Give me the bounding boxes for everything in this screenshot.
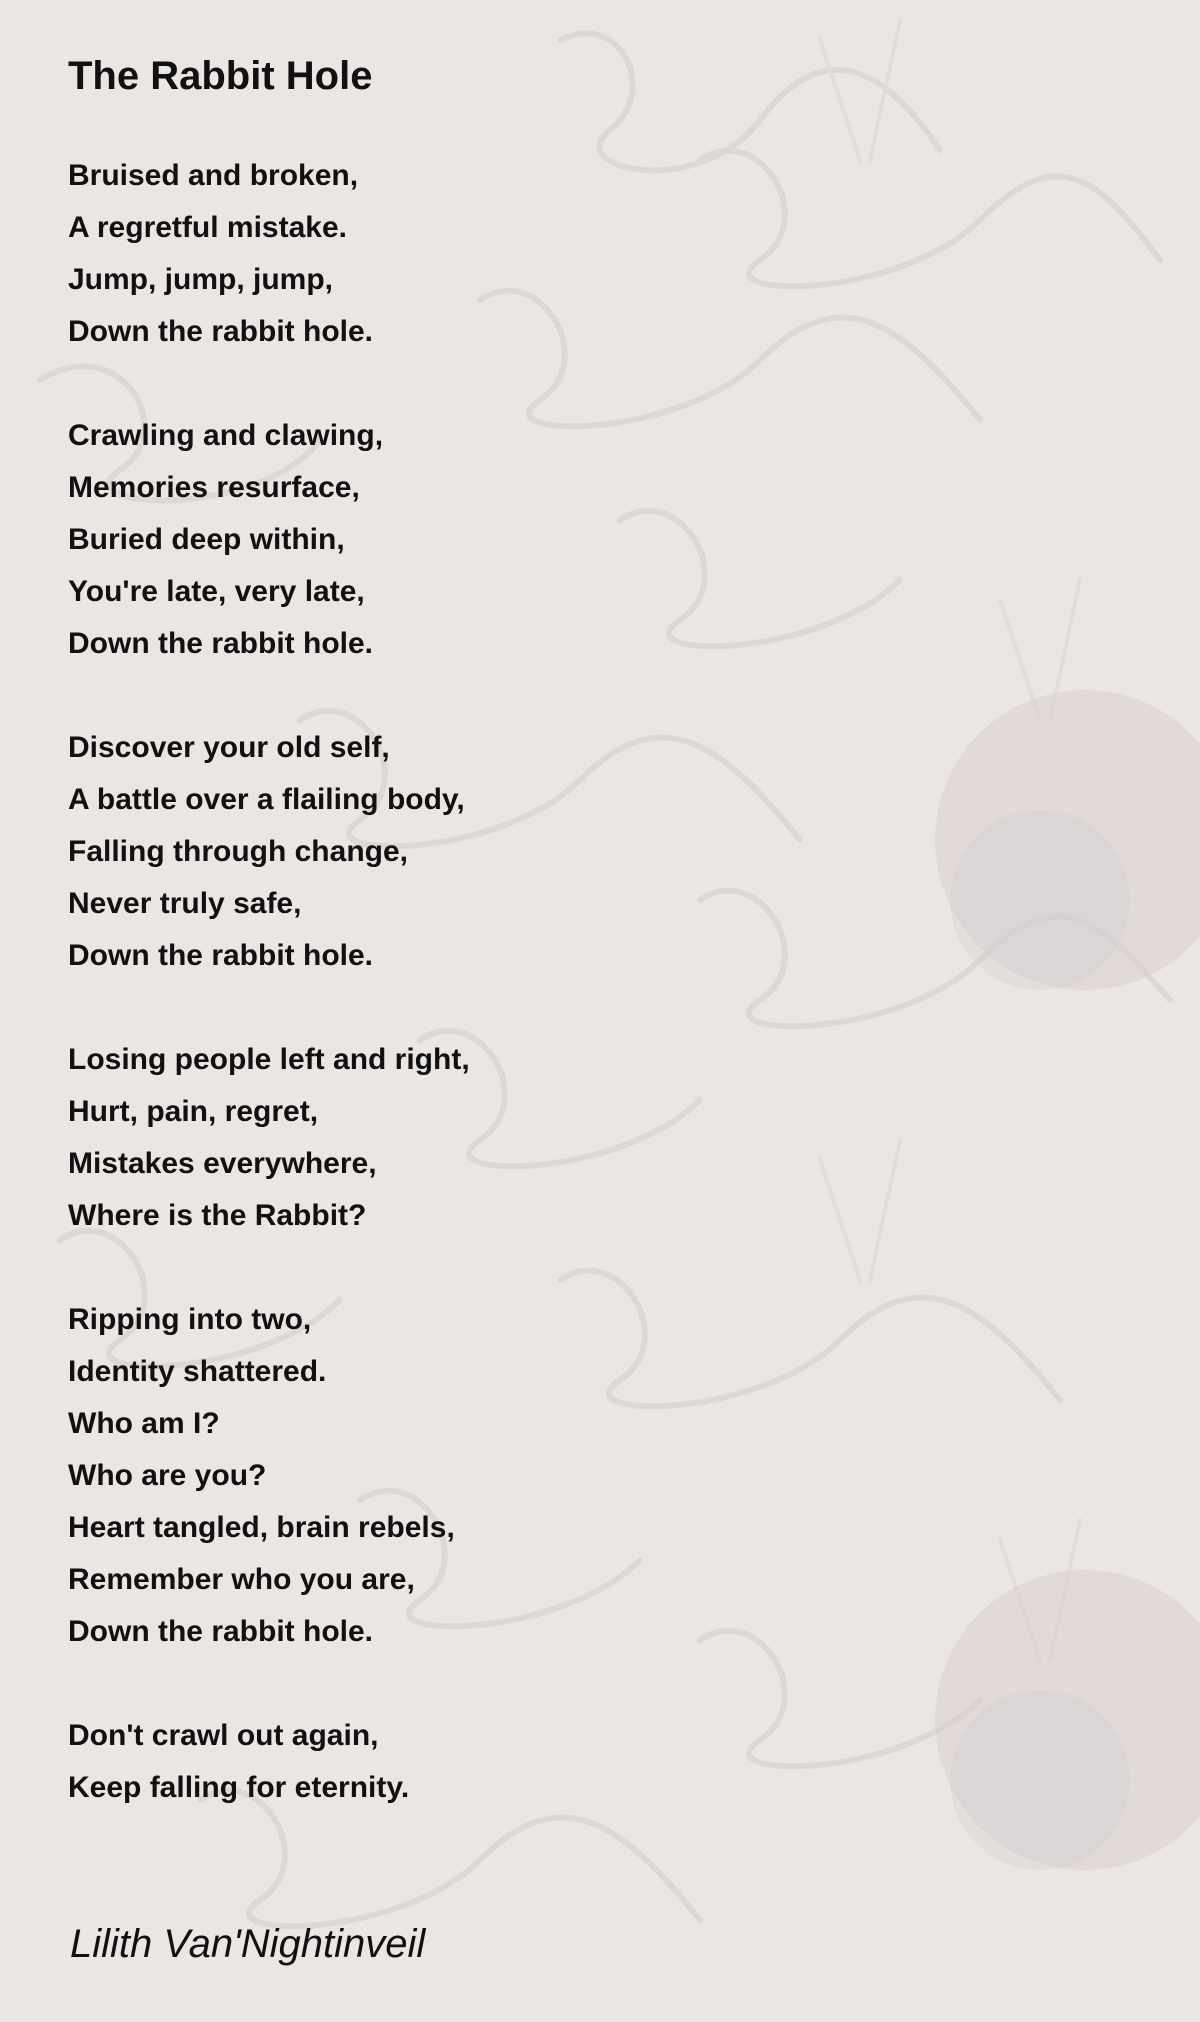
poem-line: A regretful mistake. xyxy=(68,211,347,244)
poem-body xyxy=(68,150,470,1866)
poem-line: Jump, jump, jump, xyxy=(68,263,334,296)
poem-title: The Rabbit Hole xyxy=(68,54,373,98)
poem-line: Where is the Rabbit? xyxy=(68,1199,367,1232)
poem-line: Hurt, pain, regret, xyxy=(68,1095,319,1128)
poem-line: Bruised and broken, xyxy=(68,159,359,192)
stanza xyxy=(68,1034,470,1242)
stanza xyxy=(68,410,470,670)
poem-line: Down the rabbit hole. xyxy=(68,1615,373,1648)
poem-line: Mistakes everywhere, xyxy=(68,1147,377,1180)
poem-line: Ripping into two, xyxy=(68,1303,312,1336)
poem-line: Memories resurface, xyxy=(68,471,360,504)
poem-line: Who am I? xyxy=(68,1407,220,1440)
poem-line: Buried deep within, xyxy=(68,523,345,556)
stanza xyxy=(68,150,470,358)
poem-author: Lilith Van'Nightinveil xyxy=(70,1922,426,1966)
poem-line: Down the rabbit hole. xyxy=(68,627,373,660)
poem-line: Discover your old self, xyxy=(68,731,390,764)
stanza xyxy=(68,1710,470,1814)
poem-line: Heart tangled, brain rebels, xyxy=(68,1511,455,1544)
stanza xyxy=(68,1294,470,1658)
poem-line: Never truly safe, xyxy=(68,887,302,920)
poem-line: Falling through change, xyxy=(68,835,408,868)
poem-line: A battle over a flailing body, xyxy=(68,783,465,816)
poem-line: Down the rabbit hole. xyxy=(68,939,373,972)
stanza xyxy=(68,722,470,982)
poem-line: You're late, very late, xyxy=(68,575,365,608)
poem-line: Identity shattered. xyxy=(68,1355,327,1388)
poem-line: Remember who you are, xyxy=(68,1563,415,1596)
poem-line: Don't crawl out again, xyxy=(68,1719,379,1752)
poem-line: Crawling and clawing, xyxy=(68,419,384,452)
poem-line: Losing people left and right, xyxy=(68,1043,470,1076)
poem-line: Down the rabbit hole. xyxy=(68,315,373,348)
poem-line: Who are you? xyxy=(68,1459,267,1492)
poem-line: Keep falling for eternity. xyxy=(68,1771,410,1804)
